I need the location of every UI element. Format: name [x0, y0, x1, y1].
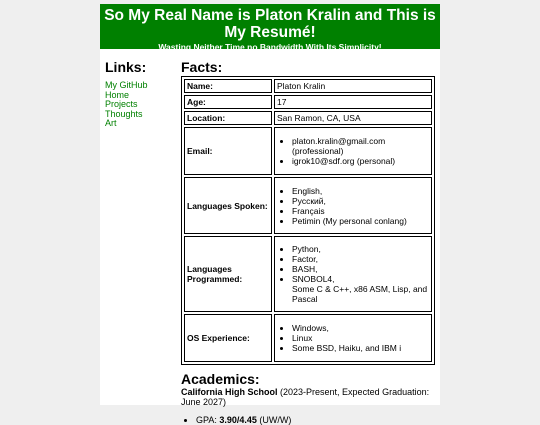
sidebar-link-home[interactable]: Home	[105, 89, 130, 100]
programming-item: • Python,	[292, 244, 429, 254]
table-row	[184, 314, 432, 362]
sidebar-link-art[interactable]: Art	[105, 118, 117, 128]
email-item: • platon.kralin@gmail.com (professional)	[292, 136, 429, 156]
languages-list	[277, 186, 429, 226]
language-item: • Français	[292, 206, 429, 216]
location-value: San Ramon, CA, USA	[274, 111, 432, 125]
header-banner	[100, 4, 440, 52]
languages-values	[274, 177, 432, 234]
programmed-label: Languages Programmed:	[184, 236, 272, 312]
facts-table	[181, 76, 435, 365]
sidebar-link-projects[interactable]: Projects	[105, 99, 138, 109]
programming-item: • BASH,	[292, 264, 429, 274]
os-label: OS Experience:	[184, 314, 272, 362]
academics-heading: Academics:	[181, 371, 260, 387]
email-list	[277, 136, 429, 166]
school-entry	[181, 387, 435, 407]
sidebar-link-thoughts[interactable]: Thoughts	[105, 108, 143, 119]
academics-section	[181, 371, 435, 425]
email-label: Email:	[184, 127, 272, 175]
gpa-value: 3.90/4.45	[219, 415, 257, 425]
gpa-item	[196, 415, 435, 425]
os-values	[274, 314, 432, 362]
page-subtitle: Wasting Neither Time no Bandwidth With Its Simplicity!	[158, 42, 382, 52]
table-row	[184, 79, 432, 93]
sidebar-heading: Links:	[105, 59, 147, 75]
sidebar-link-github[interactable]: My GitHub	[105, 80, 148, 90]
name-label: Name:	[184, 79, 272, 93]
age-value: 17	[274, 95, 432, 109]
facts-heading: Facts:	[181, 59, 223, 75]
os-item: • Some BSD, Haiku, and IBM i	[292, 343, 429, 353]
age-label: Age:	[184, 95, 272, 109]
table-row	[184, 177, 432, 234]
email-item: • igrok10@sdf.org (personal)	[292, 156, 429, 166]
language-item: • English,	[292, 186, 429, 196]
os-item: • Linux	[292, 333, 429, 343]
languages-label: Languages Spoken:	[184, 177, 272, 234]
email-values	[274, 127, 432, 175]
programmed-values	[274, 236, 432, 312]
language-item: • Русский,	[292, 196, 429, 206]
programming-item: • SNOBOL4, Some C & C++, x86 ASM, Lisp, and Pascal	[292, 274, 429, 304]
os-item: • Windows,	[292, 323, 429, 333]
language-item: • Petimin (My personal conlang)	[292, 216, 429, 226]
sidebar	[105, 59, 177, 129]
gpa-label: GPA:	[196, 415, 220, 425]
page	[100, 4, 440, 425]
os-list	[277, 323, 429, 353]
page-title: So My Real Name is Platon Kralin and This is My Resumé!	[104, 7, 436, 41]
programming-item: • Factor,	[292, 254, 429, 264]
school-name: California High School	[181, 387, 278, 397]
main-content	[181, 59, 435, 425]
programmed-list	[277, 244, 429, 304]
name-value: Platon Kralin	[274, 79, 432, 93]
table-row	[184, 95, 432, 109]
gpa-suffix: (UW/W)	[256, 415, 292, 425]
school-detail: (2023-Present, Expected Graduation: June 2027)	[181, 387, 430, 407]
location-label: Location:	[184, 111, 272, 125]
academics-list	[181, 415, 435, 425]
table-row	[184, 111, 432, 125]
table-row	[184, 236, 432, 312]
table-row	[184, 127, 432, 175]
